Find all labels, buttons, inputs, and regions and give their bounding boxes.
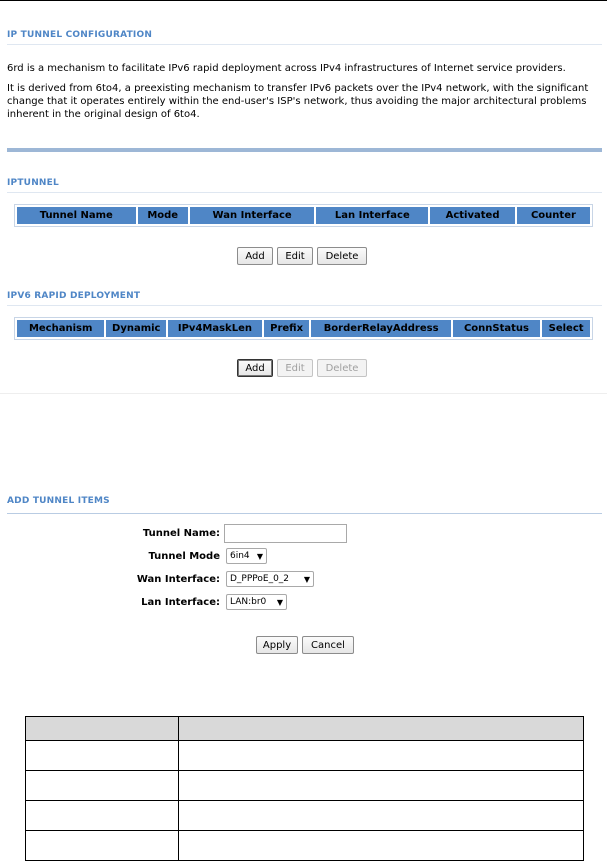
chevron-down-icon: ▼	[256, 552, 263, 561]
table-row	[26, 801, 584, 831]
table-cell	[26, 831, 179, 861]
column-header: ConnStatus	[453, 320, 540, 337]
ipv6-rapid-table	[14, 317, 593, 340]
lan-interface-label: Lan Interface:	[141, 597, 220, 608]
apply-button[interactable]: Apply	[256, 636, 298, 654]
column-header: Select	[542, 320, 590, 337]
divider	[7, 44, 602, 45]
document-table	[25, 716, 584, 861]
section-divider	[7, 148, 602, 152]
column-header: IPv4MaskLen	[168, 320, 262, 337]
column-header: BorderRelayAddress	[311, 320, 450, 337]
table-cell	[26, 741, 179, 771]
column-header: Mode	[138, 207, 188, 224]
tunnel-mode-select[interactable]	[226, 548, 267, 564]
divider	[7, 305, 602, 306]
add-tunnel-button-row	[256, 636, 354, 654]
lan-interface-value: LAN:br0	[230, 597, 267, 607]
ip-tunnel-config-title: IP TUNNEL CONFIGURATION	[7, 30, 153, 40]
column-header: Lan Interface	[316, 207, 428, 224]
add-tunnel-title: ADD TUNNEL ITEMS	[7, 496, 110, 506]
divider	[7, 192, 602, 193]
description-paragraph-1: 6rd is a mechanism to facilitate IPv6 rapid deployment across IPv4 infrastructures of Internet service providers.	[7, 63, 566, 74]
tunnel-mode-label: Tunnel Mode	[148, 551, 220, 562]
description-paragraph-2: It is derived from 6to4, a preexisting mechanism to transfer IPv6 packets over the IPv4 network, with the significant change that it operates entirely within the end-user's ISP's network, thus avoiding the major architectural problems inherent in the original design of 6to4.	[7, 83, 589, 120]
cancel-button[interactable]: Cancel	[302, 636, 354, 654]
table-row	[26, 831, 584, 861]
table-header-row	[17, 207, 590, 224]
column-header: Mechanism	[17, 320, 104, 337]
divider	[7, 513, 602, 514]
table-cell	[179, 831, 584, 861]
iptunnel-button-row	[237, 247, 367, 265]
wan-interface-value: D_PPPoE_0_2	[230, 574, 290, 584]
iptunnel-add-button[interactable]: Add	[237, 247, 273, 265]
lan-interface-select[interactable]	[226, 594, 287, 610]
table-row	[26, 771, 584, 801]
table-cell	[179, 801, 584, 831]
column-header: Activated	[430, 207, 515, 224]
ipv6-rapid-title: IPV6 RAPID DEPLOYMENT	[7, 291, 141, 301]
page-break-rule	[0, 393, 607, 394]
column-header: Tunnel Name	[17, 207, 136, 224]
tunnel-mode-value: 6in4	[230, 551, 250, 561]
chevron-down-icon: ▼	[276, 598, 283, 607]
table-header-row	[26, 717, 584, 741]
column-header: Prefix	[264, 320, 310, 337]
table-cell	[179, 741, 584, 771]
column-header: Wan Interface	[190, 207, 315, 224]
wan-interface-select[interactable]	[226, 571, 314, 587]
tunnel-name-label: Tunnel Name:	[142, 528, 220, 539]
table-cell	[179, 717, 584, 741]
iptunnel-title: IPTUNNEL	[7, 178, 59, 188]
column-header: Dynamic	[106, 320, 166, 337]
wan-interface-label: Wan Interface:	[136, 574, 220, 585]
ipv6-rapid-edit-button[interactable]: Edit	[277, 359, 313, 377]
tunnel-name-input[interactable]	[224, 524, 347, 543]
column-header: Counter	[517, 207, 590, 224]
top-rule	[0, 0, 607, 1]
ipv6-rapid-button-row	[237, 359, 367, 377]
table-cell	[26, 717, 179, 741]
table-cell	[26, 771, 179, 801]
table-cell	[179, 771, 584, 801]
iptunnel-delete-button[interactable]: Delete	[317, 247, 367, 265]
ipv6-rapid-delete-button[interactable]: Delete	[317, 359, 367, 377]
chevron-down-icon: ▼	[303, 575, 310, 584]
table-cell	[26, 801, 179, 831]
iptunnel-edit-button[interactable]: Edit	[277, 247, 313, 265]
table-row	[26, 741, 584, 771]
iptunnel-table	[14, 204, 593, 227]
table-header-row	[17, 320, 590, 337]
ipv6-rapid-add-button[interactable]: Add	[237, 359, 273, 377]
